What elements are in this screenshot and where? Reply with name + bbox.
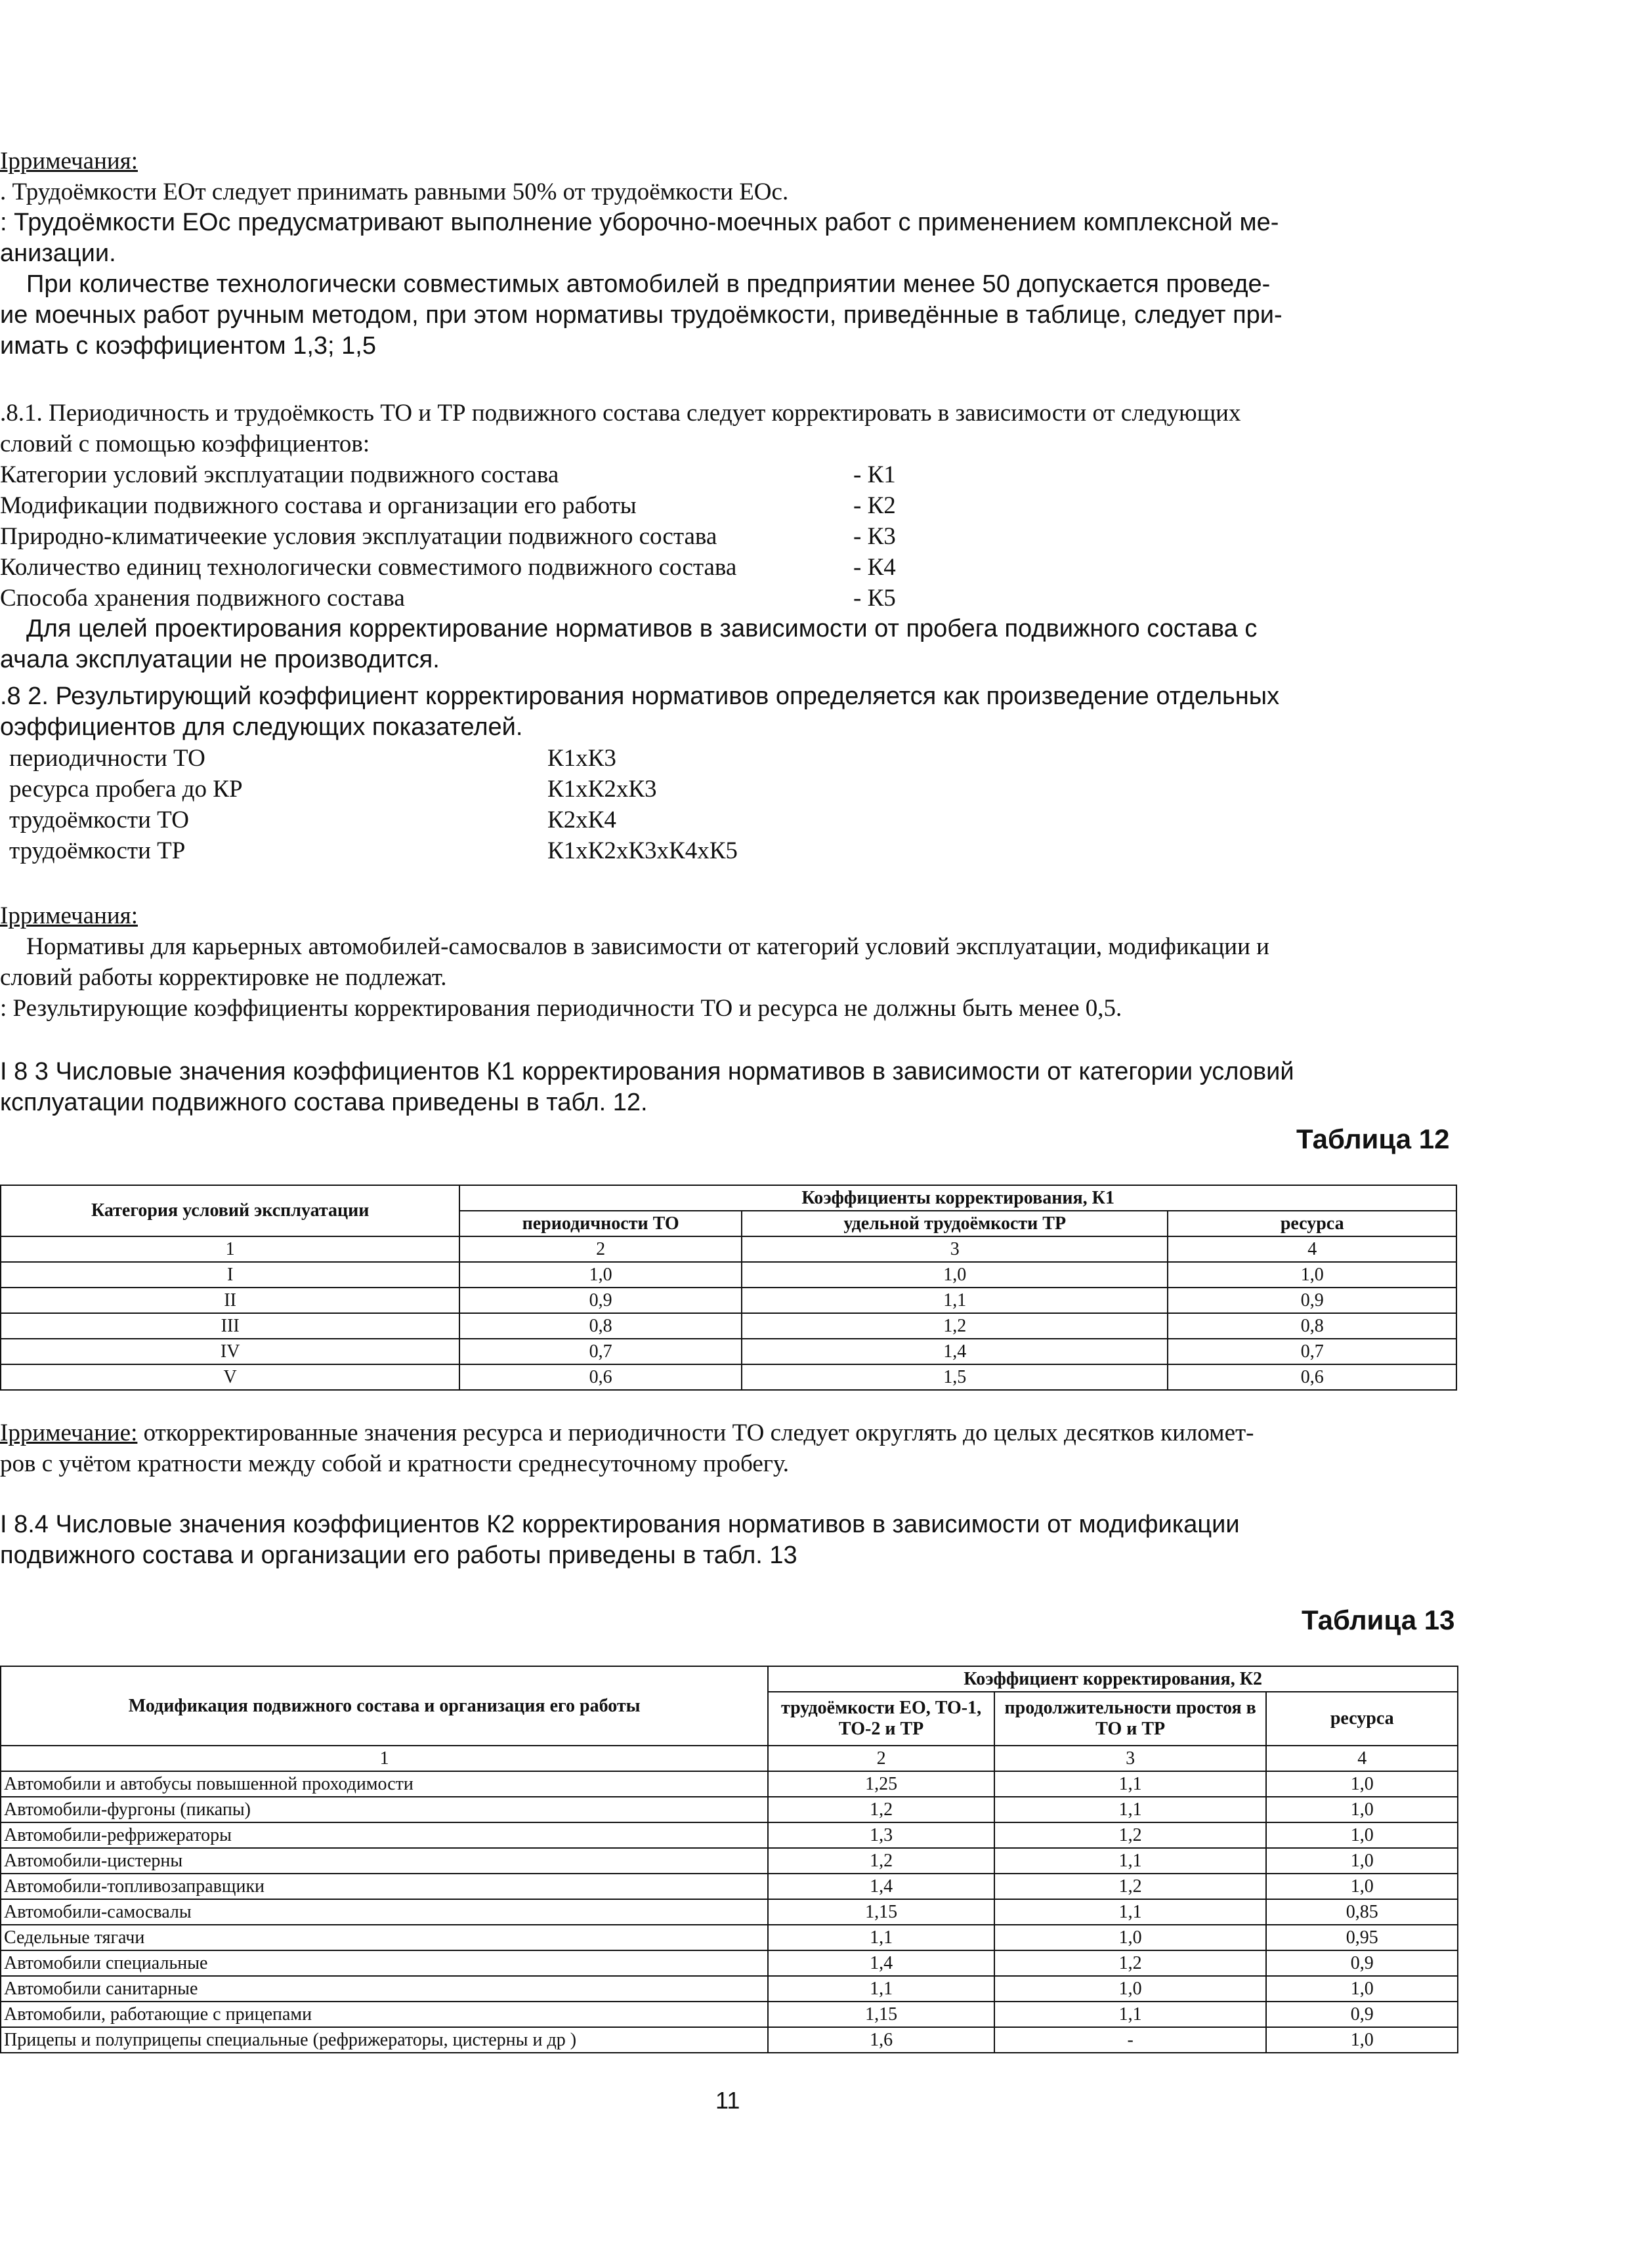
product-label: трудоёмкости ТО xyxy=(9,807,189,833)
paragraph-line: словий с помощью коэффициентов: xyxy=(0,430,370,457)
table-row xyxy=(1,1262,1456,1288)
paragraph-line: І 8.4 Числовые значения коэффициентов К2 корректирования нормативов в зависимости от модификации xyxy=(0,1511,1240,1538)
table-cell: Автомобили-топливозаправщики xyxy=(1,1874,768,1899)
table-cell: 1,0 xyxy=(1266,1771,1458,1797)
table-cell: Прицепы и полуприцепы специальные (рефрижераторы, цистерны и др ) xyxy=(1,2027,768,2053)
table-group-header: Коэффициенты корректирования, К1 xyxy=(459,1185,1456,1211)
product-item xyxy=(0,835,1467,866)
table-group-header: Коэффициент корректирования, К2 xyxy=(768,1666,1458,1692)
factor-code: - К3 xyxy=(853,523,896,550)
section-8-4 xyxy=(0,1509,1467,1571)
table-cell: I xyxy=(1,1262,459,1288)
table-cell: 0,95 xyxy=(1266,1925,1458,1950)
note-text: откорректированные значения ресурса и периодичности ТО следует округлять до целых десятков километ- xyxy=(137,1419,1254,1446)
table-cell: 1,0 xyxy=(1266,1848,1458,1874)
table-cell: 1,1 xyxy=(994,1899,1267,1925)
table-cell: 1,0 xyxy=(742,1262,1168,1288)
note-line: . Трудоёмкости ЕОт следует принимать равными 50% от трудоёмкости ЕОс. xyxy=(0,178,789,205)
table-row xyxy=(1,1822,1458,1848)
product-formula: К1хК2хК3 xyxy=(547,776,657,803)
table-12-caption: Таблица 12 xyxy=(1296,1124,1450,1154)
table-cell: 1,1 xyxy=(768,1925,994,1950)
table-cell: 1,15 xyxy=(768,1899,994,1925)
note-line: Нормативы для карьерных автомобилей-самосвалов в зависимости от категорий условий эксплуатации, модификации и xyxy=(26,933,1269,960)
note-text: ров с учётом кратности между собой и кратности среднесуточному пробегу. xyxy=(0,1450,789,1477)
table-cell: III xyxy=(1,1313,459,1339)
note-line: анизации. xyxy=(0,240,116,267)
table-subheader: периодичности ТО xyxy=(459,1211,742,1236)
column-number: 2 xyxy=(768,1746,994,1771)
table-cell: 1,1 xyxy=(994,1771,1267,1797)
table-header: Категория условий эксплуатации xyxy=(1,1185,459,1236)
paragraph-line: .8 2. Результирующий коэффициент корректирования нормативов определяется как произведение отдельных xyxy=(0,682,1280,710)
table-row xyxy=(1,2027,1458,2053)
table-subheader: удельной трудоёмкости ТР xyxy=(742,1211,1168,1236)
table-row xyxy=(1,1976,1458,2002)
table-cell: 1,0 xyxy=(994,1925,1267,1950)
table-cell: 0,8 xyxy=(459,1313,742,1339)
table-cell: 1,25 xyxy=(768,1771,994,1797)
table-cell: 1,0 xyxy=(1266,1822,1458,1848)
notes-heading: Ірримечания: xyxy=(0,148,138,175)
table-cell: IV xyxy=(1,1339,459,1364)
table-cell: 1,1 xyxy=(994,2002,1267,2027)
paragraph-line: І 8 3 Числовые значения коэффициентов К1 корректирования нормативов в зависимости от категории условий xyxy=(0,1058,1294,1085)
product-item xyxy=(0,743,1467,774)
table-subheader: трудоёмкости ЕО, ТО-1, ТО-2 и ТР xyxy=(768,1692,994,1746)
column-number: 1 xyxy=(1,1236,459,1262)
table-12 xyxy=(0,1185,1457,1391)
table-cell: 1,0 xyxy=(1266,1797,1458,1822)
table-cell: Седельные тягачи xyxy=(1,1925,768,1950)
table-row xyxy=(1,1874,1458,1899)
notes-block-2 xyxy=(0,900,1467,1024)
product-formula: К1хК2хК3хК4хК5 xyxy=(547,837,738,864)
factor-code: - К5 xyxy=(853,585,896,612)
paragraph-line: .8.1. Периодичность и трудоёмкость ТО и ТР подвижного состава следует корректировать в зависимости от следующих xyxy=(0,400,1241,427)
table-row xyxy=(1,1364,1456,1390)
column-number-row xyxy=(1,1236,1456,1262)
factor-item xyxy=(0,521,1467,552)
product-label: трудоёмкости ТР xyxy=(9,837,186,864)
column-number: 2 xyxy=(459,1236,742,1262)
factor-code: - К2 xyxy=(853,492,896,519)
factor-item xyxy=(0,583,1467,614)
table-row xyxy=(1,2002,1458,2027)
table-cell: - xyxy=(994,2027,1267,2053)
table-cell: 0,9 xyxy=(1266,2002,1458,2027)
table-cell: 0,9 xyxy=(1168,1288,1456,1313)
section-8-2 xyxy=(0,681,1467,866)
table-cell: II xyxy=(1,1288,459,1313)
table-cell: 1,4 xyxy=(768,1950,994,1976)
table-row xyxy=(1,1797,1458,1822)
factor-label: Модификации подвижного состава и организации его работы xyxy=(0,492,637,519)
paragraph-line: ачала эксплуатации не производится. xyxy=(0,646,440,673)
notes-heading: Ірримечания: xyxy=(0,902,138,929)
table-cell: 1,1 xyxy=(742,1288,1168,1313)
factor-code: - К1 xyxy=(853,461,896,488)
table-cell: 1,4 xyxy=(768,1874,994,1899)
table-cell: 0,8 xyxy=(1168,1313,1456,1339)
column-number: 4 xyxy=(1168,1236,1456,1262)
table-cell: 0,7 xyxy=(459,1339,742,1364)
column-number: 3 xyxy=(994,1746,1267,1771)
table-cell: 1,0 xyxy=(994,1976,1267,2002)
table-cell: 1,1 xyxy=(768,1976,994,2002)
page-number: 11 xyxy=(715,2087,740,2114)
table-row xyxy=(1,1899,1458,1925)
note-label: Ірримечание: xyxy=(0,1419,138,1446)
paragraph-line: ксплуатации подвижного состава приведены в табл. 12. xyxy=(0,1089,648,1116)
product-label: ресурса пробега до КР xyxy=(9,776,243,803)
table-cell: V xyxy=(1,1364,459,1390)
product-formula: К2хК4 xyxy=(547,807,616,833)
factor-label: Категории условий эксплуатации подвижного состава xyxy=(0,461,559,488)
factor-item xyxy=(0,552,1467,583)
section-8-3 xyxy=(0,1057,1467,1118)
factor-label: Количество единиц технологически совместимого подвижного состава xyxy=(0,554,737,581)
table-cell: 1,2 xyxy=(768,1797,994,1822)
table-13-caption: Таблица 13 xyxy=(1302,1605,1455,1635)
table-cell: Автомобили-рефрижераторы xyxy=(1,1822,768,1848)
note-line: При количестве технологически совместимых автомобилей в предприятии менее 50 допускается проведе- xyxy=(26,270,1271,298)
paragraph-line: подвижного состава и организации его работы приведены в табл. 13 xyxy=(0,1542,797,1569)
table-cell: 0,6 xyxy=(1168,1364,1456,1390)
table-row xyxy=(1,1313,1456,1339)
table-row xyxy=(1,1848,1458,1874)
factor-code: - К4 xyxy=(853,554,896,581)
table-cell: 1,5 xyxy=(742,1364,1168,1390)
table-13 xyxy=(0,1666,1458,2053)
note-line: : Трудоёмкости ЕОс предусматривают выполнение уборочно-моечных работ с применением комплексной ме- xyxy=(0,209,1279,236)
note-line: имать с коэффициентом 1,3; 1,5 xyxy=(0,332,376,360)
table-cell: 0,7 xyxy=(1168,1339,1456,1364)
note-line: словий работы корректировке не подлежат. xyxy=(0,964,447,991)
table-cell: 1,2 xyxy=(994,1874,1267,1899)
table-cell: Автомобили санитарные xyxy=(1,1976,768,2002)
table-cell: Автомобили-самосвалы xyxy=(1,1899,768,1925)
table-cell: 1,1 xyxy=(994,1848,1267,1874)
table-row xyxy=(1,1950,1458,1976)
table-cell: 0,6 xyxy=(459,1364,742,1390)
paragraph-line: оэффициентов для следующих показателей. xyxy=(0,713,523,741)
table-row xyxy=(1,1925,1458,1950)
notes-block-1 xyxy=(0,146,1467,362)
table-row xyxy=(1,1771,1458,1797)
note-line: : Результирующие коэффициенты корректирования периодичности ТО и ресурса не должны быть менее 0,5. xyxy=(0,995,1122,1022)
column-number: 1 xyxy=(1,1746,768,1771)
table-cell: 1,0 xyxy=(1266,1874,1458,1899)
product-label: периодичности ТО xyxy=(9,745,205,772)
table-row xyxy=(1,1288,1456,1313)
factor-item xyxy=(0,459,1467,490)
table-cell: Автомобили, работающие с прицепами xyxy=(1,2002,768,2027)
product-item xyxy=(0,805,1467,835)
table-cell: 1,4 xyxy=(742,1339,1168,1364)
table-cell: 1,15 xyxy=(768,2002,994,2027)
table-cell: 1,3 xyxy=(768,1822,994,1848)
table-subheader: ресурса xyxy=(1266,1692,1458,1746)
factor-label: Способа хранения подвижного состава xyxy=(0,585,405,612)
table-subheader: продолжительности простоя в ТО и ТР xyxy=(994,1692,1267,1746)
table-cell: Автомобили специальные xyxy=(1,1950,768,1976)
table-cell: 1,0 xyxy=(459,1262,742,1288)
column-number-row xyxy=(1,1746,1458,1771)
table-header: Модификация подвижного состава и организация его работы xyxy=(1,1666,768,1746)
table-cell: 1,0 xyxy=(1266,1976,1458,2002)
table-cell: 1,0 xyxy=(1266,2027,1458,2053)
table-cell: 1,2 xyxy=(768,1848,994,1874)
table-cell: 0,9 xyxy=(459,1288,742,1313)
table-cell: 1,1 xyxy=(994,1797,1267,1822)
table-cell: Автомобили и автобусы повышенной проходимости xyxy=(1,1771,768,1797)
table-cell: 0,9 xyxy=(1266,1950,1458,1976)
note-line: ие моечных работ ручным методом, при этом нормативы трудоёмкости, приведённые в таблице, следует при- xyxy=(0,301,1283,329)
column-number: 4 xyxy=(1266,1746,1458,1771)
note-table-12 xyxy=(0,1418,1467,1479)
paragraph-line: Для целей проектирования корректирование нормативов в зависимости от пробега подвижного состава с xyxy=(26,615,1258,642)
table-cell: 0,85 xyxy=(1266,1899,1458,1925)
table-subheader: ресурса xyxy=(1168,1211,1456,1236)
table-cell: 1,2 xyxy=(994,1822,1267,1848)
section-8-1 xyxy=(0,398,1467,675)
column-number: 3 xyxy=(742,1236,1168,1262)
product-item xyxy=(0,774,1467,805)
table-cell: 1,2 xyxy=(994,1950,1267,1976)
table-cell: Автомобили-фургоны (пикапы) xyxy=(1,1797,768,1822)
product-formula: К1хК3 xyxy=(547,745,616,772)
factor-label: Природно-климатичеекие условия эксплуатации подвижного состава xyxy=(0,523,717,550)
table-cell: 1,2 xyxy=(742,1313,1168,1339)
table-cell: 1,0 xyxy=(1168,1262,1456,1288)
factor-item xyxy=(0,490,1467,521)
table-cell: Автомобили-цистерны xyxy=(1,1848,768,1874)
table-cell: 1,6 xyxy=(768,2027,994,2053)
table-row xyxy=(1,1339,1456,1364)
